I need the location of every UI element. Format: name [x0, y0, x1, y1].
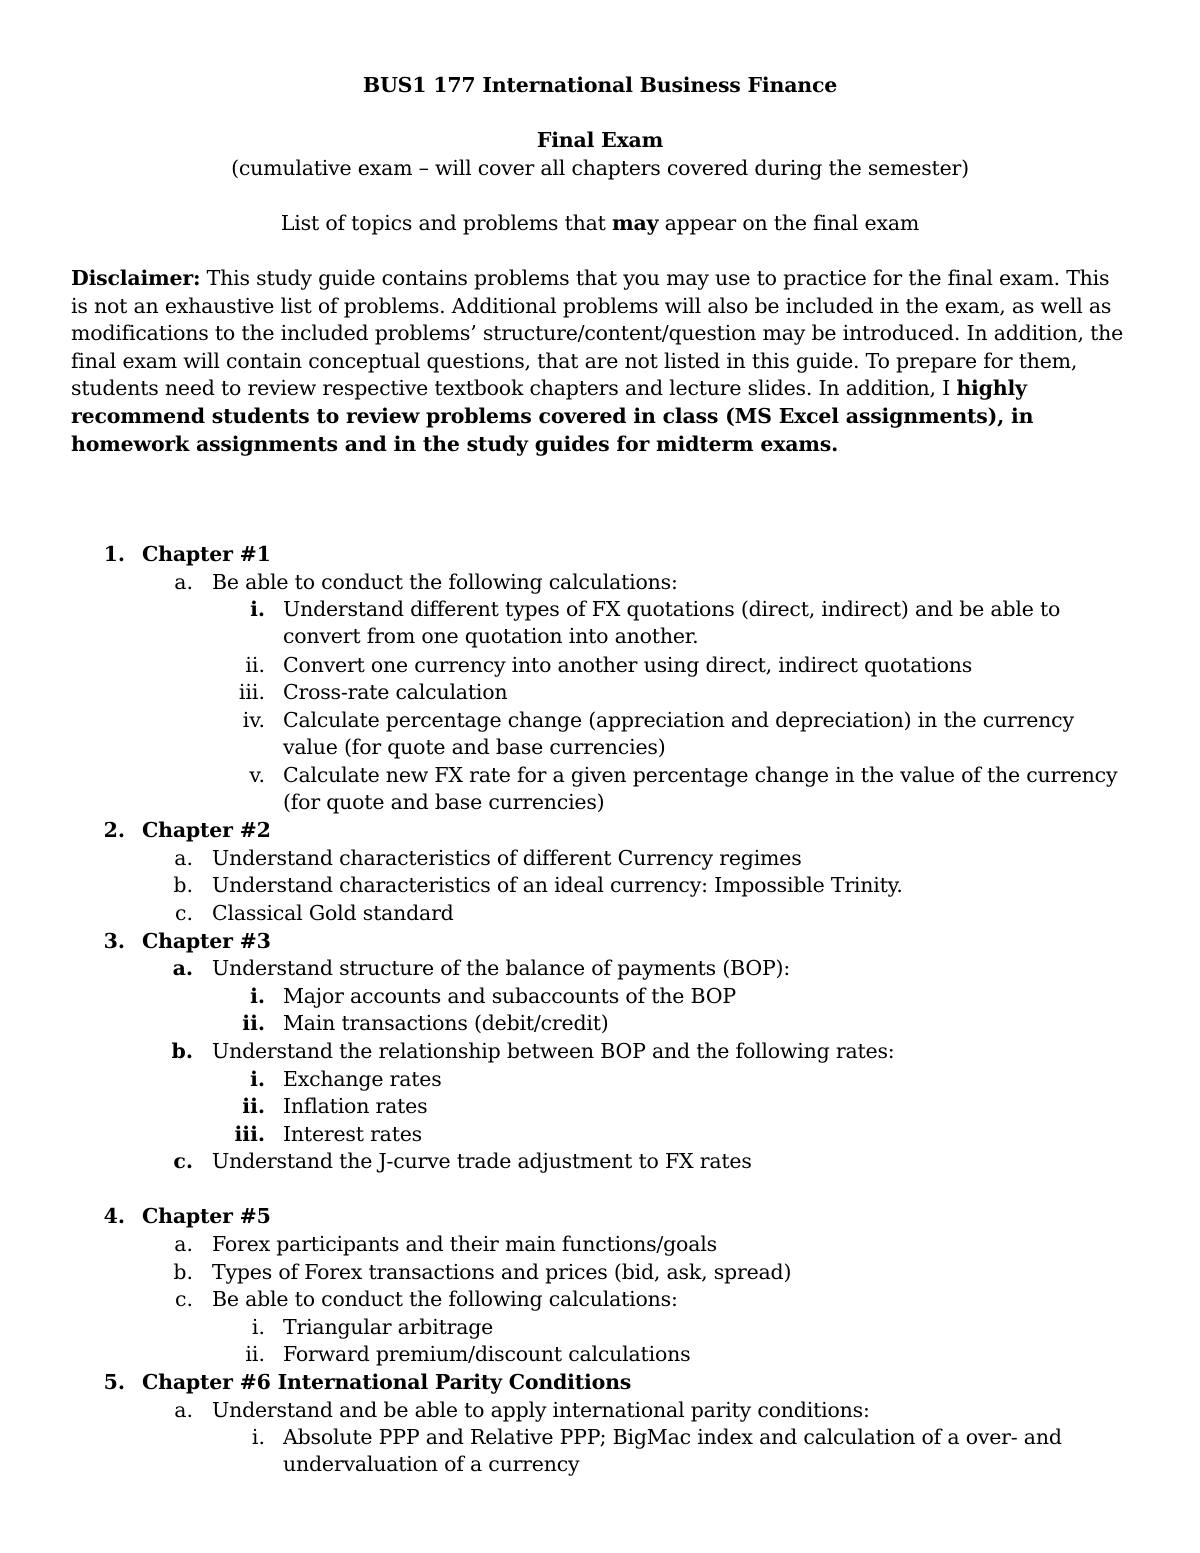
- c2-c-text: Classical Gold standard: [212, 901, 454, 925]
- c5-a-text: Forex participants and their main functions/goals: [212, 1232, 717, 1256]
- c3-b-marker: b.: [171, 1039, 193, 1063]
- chapter-4-title: Chapter #5: [142, 1204, 271, 1228]
- topics-intro: [0, 210, 1200, 237]
- disclaimer-bold-text: highly recommend students to review problems covered in class (MS Excel assignments), in homework assignments and in the study guides for midterm exams.: [71, 376, 1034, 456]
- chapter-1-title: Chapter #1: [142, 542, 271, 566]
- topics-intro-post: appear on the final exam: [658, 211, 920, 235]
- c2-b-text: Understand characteristics of an ideal currency: Impossible Trinity.: [212, 873, 903, 897]
- c3-b-ii-marker: ii.: [242, 1094, 265, 1118]
- chapter-2-number: 2.: [103, 818, 125, 842]
- c3-a-text: Understand structure of the balance of payments (BOP):: [212, 956, 791, 980]
- c3-a-i-text: Major accounts and subaccounts of the BOP: [283, 984, 736, 1008]
- disclaimer-text: This study guide contains problems that you may use to practice for the final exam. This is not an exhaustive list of problems. Additional problems will also be included in the exam, as well as modifications to the included problems’ structure/content/question may be introduced. In addition, the final exam will contain conceptual questions, that are not listed in this guide. To prepare for them, students need to review respective textbook chapters and lecture slides. In addition, I: [71, 266, 1124, 401]
- chapter-3-number: 3.: [103, 929, 125, 953]
- c5-c-marker: c.: [175, 1287, 193, 1311]
- chapter-5-number: 5.: [103, 1370, 125, 1394]
- topics-intro-bold: may: [612, 211, 659, 235]
- c5-c-text: Be able to conduct the following calculations:: [212, 1287, 678, 1311]
- c1-a-v-text: Calculate new FX rate for a given percentage change in the value of the currency (for quote and base currencies): [283, 763, 1118, 814]
- disclaimer-paragraph: [71, 265, 1131, 458]
- c1-a-i-text: Understand different types of FX quotations (direct, indirect) and be able to convert from one quotation into another.: [283, 597, 1061, 648]
- chapter-2-title: Chapter #2: [142, 818, 271, 842]
- c3-b-i-marker: i.: [250, 1067, 265, 1091]
- c5-a-marker: a.: [174, 1232, 193, 1256]
- c3-b-i-text: Exchange rates: [283, 1067, 442, 1091]
- c3-b-iii-marker: iii.: [234, 1122, 265, 1146]
- c3-c-text: Understand the J-curve trade adjustment to FX rates: [212, 1149, 752, 1173]
- c3-a-ii-text: Main transactions (debit/credit): [283, 1011, 609, 1035]
- c1-a-text: Be able to conduct the following calculations:: [212, 570, 678, 594]
- c2-a-marker: a.: [174, 846, 193, 870]
- c1-a-iii-text: Cross-rate calculation: [283, 680, 508, 704]
- chapter-5-title: Chapter #6 International Parity Conditions: [142, 1370, 632, 1394]
- c6-a-text: Understand and be able to apply international parity conditions:: [212, 1398, 870, 1422]
- c3-a-i-marker: i.: [250, 984, 265, 1008]
- c6-a-i-text: Absolute PPP and Relative PPP; BigMac index and calculation of a over- and undervaluation of a currency: [283, 1425, 1062, 1476]
- c5-c-ii-marker: ii.: [245, 1342, 265, 1366]
- c5-c-ii-text: Forward premium/discount calculations: [283, 1342, 691, 1366]
- c1-a-iii-marker: iii.: [238, 680, 265, 704]
- c5-b-marker: b.: [173, 1260, 193, 1284]
- disclaimer-label: Disclaimer:: [71, 266, 201, 290]
- c1-a-ii-marker: ii.: [245, 653, 265, 677]
- c1-a-v-marker: v.: [249, 763, 265, 787]
- topics-intro-pre: List of topics and problems that: [280, 211, 612, 235]
- c1-a-i-marker: i.: [250, 597, 265, 621]
- chapter-1-number: 1.: [103, 542, 125, 566]
- course-title: BUS1 177 International Business Finance: [362, 73, 838, 97]
- c5-c-i-marker: i.: [251, 1315, 265, 1339]
- c2-a-text: Understand characteristics of different Currency regimes: [212, 846, 802, 870]
- c1-a-iv-marker: iv.: [242, 708, 265, 732]
- c2-c-marker: c.: [175, 901, 193, 925]
- c2-b-marker: b.: [173, 873, 193, 897]
- c3-a-ii-marker: ii.: [242, 1011, 265, 1035]
- c6-a-marker: a.: [174, 1398, 193, 1422]
- c3-b-iii-text: Interest rates: [283, 1122, 422, 1146]
- c5-c-i-text: Triangular arbitrage: [283, 1315, 494, 1339]
- c1-a-ii-text: Convert one currency into another using direct, indirect quotations: [283, 653, 973, 677]
- exam-title: Final Exam: [536, 128, 664, 152]
- chapter-3-title: Chapter #3: [142, 929, 271, 953]
- c3-c-marker: c.: [173, 1149, 193, 1173]
- c3-b-text: Understand the relationship between BOP and the following rates:: [212, 1039, 895, 1063]
- c1-a-iv-text: Calculate percentage change (appreciation and depreciation) in the currency value (for quote and base currencies): [283, 708, 1074, 759]
- c6-a-i-marker: i.: [251, 1425, 265, 1449]
- c3-a-marker: a.: [172, 956, 193, 980]
- chapter-4-number: 4.: [103, 1204, 125, 1228]
- c5-b-text: Types of Forex transactions and prices (bid, ask, spread): [212, 1260, 792, 1284]
- c3-b-ii-text: Inflation rates: [283, 1094, 428, 1118]
- exam-subtitle: (cumulative exam – will cover all chapters covered during the semester): [231, 156, 969, 180]
- c1-a-marker: a.: [174, 570, 193, 594]
